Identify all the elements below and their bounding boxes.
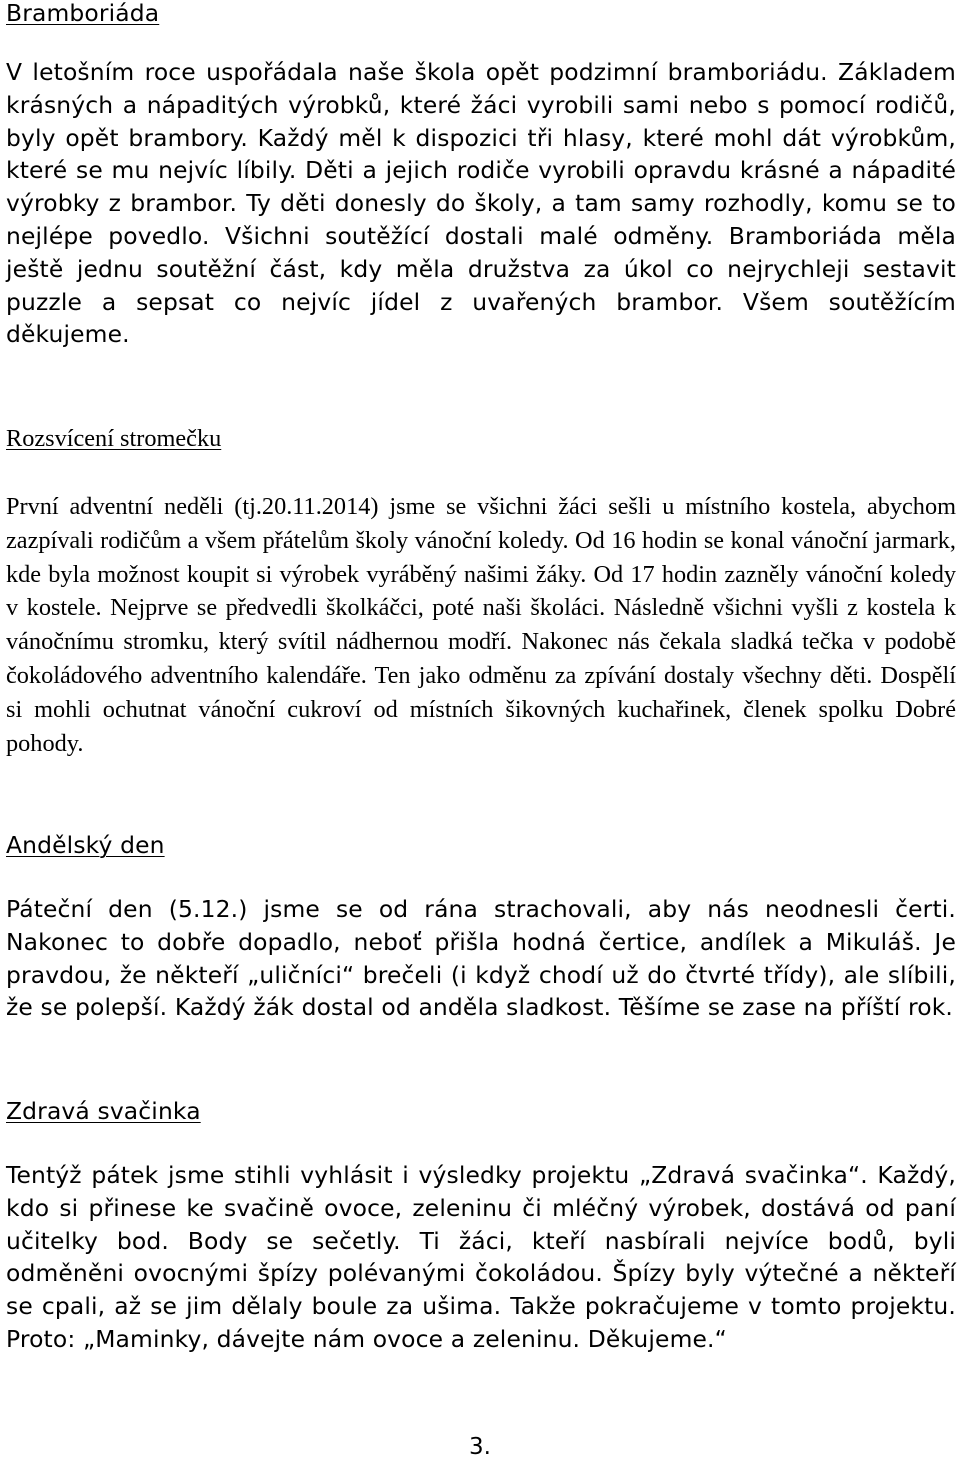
- section-heading: Zdravá svačinka: [6, 1097, 201, 1125]
- section-heading: Andělský den: [6, 831, 165, 859]
- section-paragraph: Páteční den (5.12.) jsme se od rána strachovali, aby nás neodnesli čerti. Nakonec to dobře dopadlo, neboť přišla hodná čertice, andílek a Mikuláš. Je pravdou, že někteří „uličníci“ brečeli (i když chodí už do čtvrté třídy), ale slíbili, že se polepší. Každý žák dostal od anděla sladkost. Těšíme se zase na příští rok.: [6, 895, 956, 1022]
- section-zdrava-svacinka: [6, 1096, 956, 1356]
- section-heading: Bramboriáda: [6, 0, 160, 27]
- page-number: 3.: [469, 1434, 491, 1460]
- section-andelsky-den: [6, 830, 956, 1024]
- section-bramboriada: [6, 0, 956, 351]
- section-paragraph: Tentýž pátek jsme stihli vyhlásit i výsledky projektu „Zdravá svačinka“. Každý, kdo si přinese ke svačině ovoce, zeleninu či mléčný výrobek, dostává od paní učitelky bod. Body se sečetly. Ti žáci, kteří nasbírali nejvíce bodů, byli odměněni ovocnými špízy polévanými čokoládou. Špízy byly výtečné a někteří se cpali, až se jim dělaly boule za ušima. Takže pokračujeme v tomto projektu. Proto: „Maminky, dávejte nám ovoce a zeleninu. Děkujeme.“: [6, 1161, 956, 1353]
- section-rozsviceni-stromecku: [6, 424, 956, 760]
- section-paragraph: V letošním roce uspořádala naše škola opět podzimní bramboriádu. Základem krásných a nápaditých výrobků, které žáci vyrobili sami nebo s pomocí rodičů, byly opět brambory. Každý měl k dispozici tři hlasy, které mohl dát výrobkům, které se mu nejvíc líbily. Děti a jejich rodiče vyrobili opravdu krásné a nápadité výrobky z brambor. Ty děti donesly do školy, a tam samy rozhodly, komu se to nejlépe povedlo. Všichni soutěžící dostali malé odměny. Bramboriáda měla ještě jednu soutěžní část, kdy měla družstva za úkol co nejrychleji sestavit puzzle a sepsat co nejvíc jídel z uvařených brambor. Všem soutěžícím děkujeme.: [6, 58, 956, 349]
- section-paragraph: První adventní neděli (tj.20.11.2014) jsme se všichni žáci sešli u místního kostela, abychom zazpívali rodičům a všem přátelům školy vánoční koledy. Od 16 hodin se konal vánoční jarmark, kde byla možnost koupit si výrobek vyráběný našimi žáky. Od 17 hodin zazněly vánoční koledy v kostele. Nejprve se předvedli školkáčci, poté naši školáci. Následně všichni vyšli z kostela k vánočnímu stromku, který svítil nádhernou modří. Nakonec nás čekala sladká tečka v podobě čokoládového adventního kalendáře. Ten jako odměnu za zpívání dostaly všechny děti. Dospělí si mohli ochutnat vánoční cukroví od místních šikovných kuchařinek, členek spolku Dobré pohody.: [6, 493, 956, 757]
- section-heading: Rozsvícení stromečku: [6, 425, 222, 452]
